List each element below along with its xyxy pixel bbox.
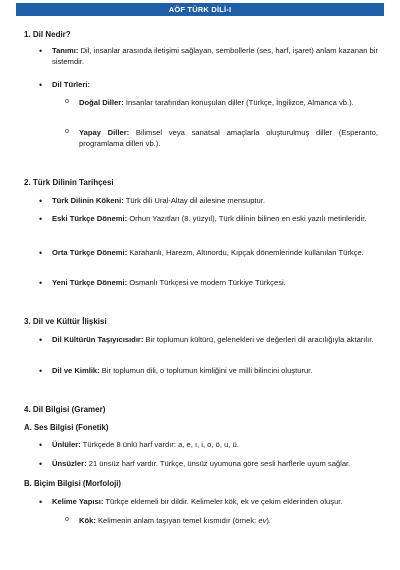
eski-label: Eski Türkçe Dönemi: <box>52 214 128 223</box>
unlu-label: Ünlüler: <box>52 440 81 449</box>
yapay-diller-item <box>79 128 378 149</box>
kelime-text: Türkçe eklemeli bir dildir. Kelimeler kök, ek ve çekim eklerinden oluşur. <box>103 497 343 506</box>
eski-turkce-item <box>52 214 378 225</box>
bicim-bilgisi-heading: B. Biçim Bilgisi (Morfoloji) <box>24 479 122 488</box>
tanim-item <box>52 46 378 67</box>
kok-text: Kelimenin anlam taşıyan temel kısmıdır (örnek: <box>95 516 259 525</box>
orta-text: Karahanlı, Harezm, Altınordu, Kıpçak dönemlerinde kullanılan Türkçe. <box>127 248 364 257</box>
section-4-heading: 4. Dil Bilgisi (Gramer) <box>24 405 106 414</box>
tanim-text: Dil, insanlar arasında iletişimi sağlayan, sembollerle (ses, harf, işaret) anlam kazanan bir sistemdir. <box>52 46 378 66</box>
kok-close: ). <box>266 516 272 525</box>
kok-example: ev <box>258 516 267 525</box>
dogal-diller-item <box>79 98 378 109</box>
kok-item <box>79 516 378 527</box>
section-3-heading: 3. Dil ve Kültür İlişkisi <box>24 317 107 326</box>
title-banner: AÖF TÜRK DİLİ-I <box>16 3 384 16</box>
koken-text: Türk dili Ural-Altay dil ailesine mensuptur. <box>123 196 265 205</box>
unlu-text: Türkçede 8 ünlü harf vardır: a, e, ı, i, o, ö, u, ü. <box>80 440 239 449</box>
dogal-text: İnsanlar tarafından konuşulan diller (Türkçe, İngilizce, Almanca vb.). <box>123 98 354 107</box>
tasiyici-label: Dil Kültürün Taşıyıcısıdır: <box>52 335 144 344</box>
dil-turleri-label: Dil Türleri: <box>52 80 90 89</box>
eski-text: Orhun Yazıtları (8. yüzyıl), Türk dilinin bilinen en eski yazılı metinleridir. <box>127 214 367 223</box>
orta-turkce-item <box>52 248 378 259</box>
tasiyici-item <box>52 335 378 346</box>
yeni-text: Osmanlı Türkçesi ve modern Türkiye Türkçesi. <box>127 278 286 287</box>
unsuzler-item <box>52 459 386 470</box>
yeni-label: Yeni Türkçe Dönemi: <box>52 278 128 287</box>
unluler-item <box>52 440 382 451</box>
section-2-heading: 2. Türk Dilinin Tarihçesi <box>24 178 114 187</box>
kelime-yapisi-item <box>52 497 386 508</box>
dil-turleri-item <box>52 80 378 91</box>
yeni-turkce-item <box>52 278 378 289</box>
koken-item <box>52 196 378 207</box>
kimlik-item <box>52 366 378 377</box>
kok-label: Kök: <box>79 516 96 525</box>
unsuz-text: 21 ünsüz harf vardır. Türkçe, ünsüz uyumuna göre sesli harflerle uyum sağlar. <box>86 459 351 468</box>
dogal-label: Doğal Diller: <box>79 98 124 107</box>
ses-bilgisi-heading: A. Ses Bilgisi (Fonetik) <box>24 423 109 432</box>
yapay-label: Yapay Diller: <box>79 128 130 137</box>
orta-label: Orta Türkçe Dönemi: <box>52 248 128 257</box>
kimlik-label: Dil ve Kimlik: <box>52 366 100 375</box>
tanim-label: Tanımı: <box>52 46 79 55</box>
yapay-text: Bilimsel veya sanatsal amaçlarla oluşturulmuş diller (Esperanto, programlama dilleri vb.). <box>79 128 378 148</box>
unsuz-label: Ünsüzler: <box>52 459 87 468</box>
koken-label: Türk Dilinin Kökeni: <box>52 196 124 205</box>
kimlik-text: Bir toplumun dili, o toplumun kimliğini ve milli bilincini oluşturur. <box>99 366 313 375</box>
tasiyici-text: Bir toplumun kültürü, gelenekleri ve değerleri dil aracılığıyla aktarılır. <box>143 335 374 344</box>
section-1-heading: 1. Dil Nedir? <box>24 30 71 39</box>
kelime-label: Kelime Yapısı: <box>52 497 104 506</box>
